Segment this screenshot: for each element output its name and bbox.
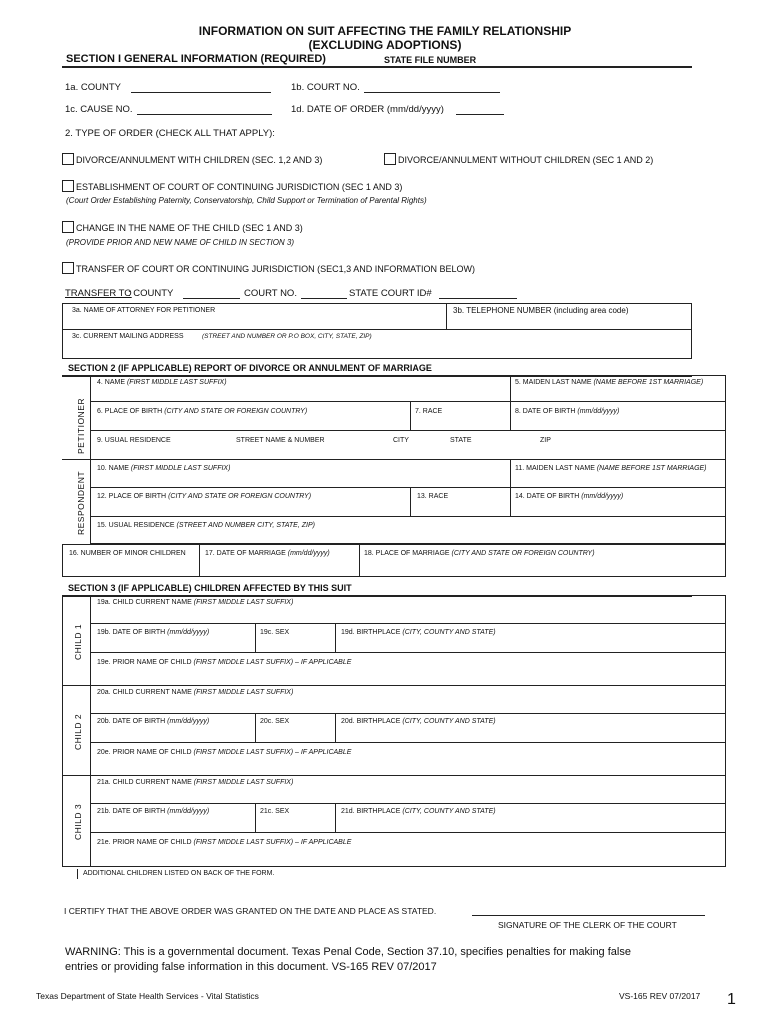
divorce-without-children-checkbox[interactable]: [384, 153, 396, 165]
marriage-place-label[interactable]: 18. PLACE OF MARRIAGE (CITY AND STATE OR FOREIGN COUNTRY): [364, 550, 595, 557]
child3-name-label[interactable]: 21a. CHILD CURRENT NAME (FIRST MIDDLE LAST SUFFIX): [97, 779, 294, 786]
residence-street-label: STREET NAME & NUMBER: [236, 437, 325, 444]
respondent-birthplace-label[interactable]: 12. PLACE OF BIRTH (CITY AND STATE OR FOREIGN COUNTRY): [97, 493, 312, 500]
petitioner-side-label: PETITIONER: [76, 397, 86, 454]
change-name-checkbox[interactable]: [62, 221, 74, 233]
telephone-label[interactable]: 3b. TELEPHONE NUMBER (including area code): [453, 306, 629, 315]
child2-side-label: CHILD 2: [73, 713, 83, 750]
mailing-address-label[interactable]: 3c. CURRENT MAILING ADDRESS: [72, 333, 184, 340]
respondent-maiden-label[interactable]: 11. MAIDEN LAST NAME (NAME BEFORE 1ST MARRIAGE): [515, 465, 707, 472]
residence-state-label: STATE: [450, 437, 472, 444]
transfer-state-field[interactable]: [439, 298, 517, 299]
transfer-court-field[interactable]: [301, 298, 347, 299]
child1-prior-name-label[interactable]: 19e. PRIOR NAME OF CHILD (FIRST MIDDLE LAST SUFFIX) – IF APPLICABLE: [97, 659, 352, 666]
form-title: INFORMATION ON SUIT AFFECTING THE FAMILY RELATIONSHIP: [198, 24, 572, 38]
child1-side-label: CHILD 1: [73, 623, 83, 660]
residence-city-label: CITY: [393, 437, 409, 444]
section1-heading: SECTION I GENERAL INFORMATION (REQUIRED): [66, 53, 326, 65]
type-of-order-label: 2. TYPE OF ORDER (CHECK ALL THAT APPLY):: [65, 128, 275, 139]
transfer-county-field[interactable]: [183, 298, 240, 299]
residence-zip-label: ZIP: [540, 437, 551, 444]
date-of-order-field[interactable]: [456, 114, 504, 115]
state-file-number-label: STATE FILE NUMBER: [384, 55, 477, 65]
child2-name-label[interactable]: 20a. CHILD CURRENT NAME (FIRST MIDDLE LAST SUFFIX): [97, 689, 294, 696]
transfer-to-label: TRANSFER TO: [65, 288, 132, 299]
petitioner-name-label[interactable]: 4. NAME (FIRST MIDDLE LAST SUFFIX): [97, 379, 227, 386]
respondent-name-label[interactable]: 10. NAME (FIRST MIDDLE LAST SUFFIX): [97, 465, 231, 472]
petitioner-birthplace-label[interactable]: 6. PLACE OF BIRTH (CITY AND STATE OR FOREIGN COUNTRY): [97, 408, 308, 415]
child2-prior-name-label[interactable]: 20e. PRIOR NAME OF CHILD (FIRST MIDDLE LAST SUFFIX) – IF APPLICABLE: [97, 749, 352, 756]
divorce-without-children-label: DIVORCE/ANNULMENT WITHOUT CHILDREN (SEC 1 AND 2): [398, 155, 654, 165]
petitioner-maiden-label[interactable]: 5. MAIDEN LAST NAME (NAME BEFORE 1ST MARRIAGE): [515, 379, 704, 386]
establishment-note: (Court Order Establishing Paternity, Conservatorship, Child Support or Termination of Parental Rights): [66, 196, 427, 205]
child1-sex-label[interactable]: 19c. SEX: [260, 629, 290, 636]
respondent-dob-label[interactable]: 14. DATE OF BIRTH (mm/dd/yyyy): [515, 493, 624, 500]
agency-footer: Texas Department of State Health Services - Vital Statistics: [36, 991, 259, 1001]
child2-sex-label[interactable]: 20c. SEX: [260, 718, 290, 725]
transfer-court-label: COURT NO.: [244, 288, 297, 299]
cause-no-field[interactable]: [137, 114, 272, 115]
form-subtitle: (EXCLUDING ADOPTIONS): [308, 38, 462, 52]
additional-children-marker[interactable]: [77, 869, 78, 879]
additional-children-label: ADDITIONAL CHILDREN LISTED ON BACK OF THE FORM.: [83, 870, 275, 877]
warning-line-1: WARNING: This is a governmental document. Texas Penal Code, Section 37.10, specifies penalties for making false: [65, 946, 631, 958]
child3-sex-label[interactable]: 21c. SEX: [260, 808, 290, 815]
petitioner-residence-label[interactable]: 9. USUAL RESIDENCE: [97, 437, 171, 444]
child2-birthplace-label[interactable]: 20d. BIRTHPLACE (CITY, COUNTY AND STATE): [341, 718, 496, 725]
signature-label: SIGNATURE OF THE CLERK OF THE COURT: [498, 920, 677, 930]
attorney-label[interactable]: 3a. NAME OF ATTORNEY FOR PETITIONER: [72, 307, 216, 314]
signature-line[interactable]: [472, 915, 705, 916]
certification-statement: I CERTIFY THAT THE ABOVE ORDER WAS GRANTED ON THE DATE AND PLACE AS STATED.: [64, 906, 437, 916]
child1-name-label[interactable]: 19a. CHILD CURRENT NAME (FIRST MIDDLE LAST SUFFIX): [97, 599, 294, 606]
county-field[interactable]: [131, 92, 271, 93]
section1-divider: [62, 66, 692, 68]
child2-dob-label[interactable]: 20b. DATE OF BIRTH (mm/dd/yyyy): [97, 718, 210, 725]
minor-children-label[interactable]: 16. NUMBER OF MINOR CHILDREN: [69, 550, 186, 557]
transfer-label: TRANSFER OF COURT OR CONTINUING JURISDICTION (SEC1,3 AND INFORMATION BELOW): [76, 264, 476, 274]
child1-birthplace-label[interactable]: 19d. BIRTHPLACE (CITY, COUNTY AND STATE): [341, 629, 496, 636]
transfer-checkbox[interactable]: [62, 262, 74, 274]
respondent-side-label: RESPONDENT: [76, 470, 86, 535]
cause-no-label: 1c. CAUSE NO.: [65, 104, 133, 115]
child3-side-label: CHILD 3: [73, 803, 83, 840]
petitioner-dob-label[interactable]: 8. DATE OF BIRTH (mm/dd/yyyy): [515, 408, 620, 415]
child3-dob-label[interactable]: 21b. DATE OF BIRTH (mm/dd/yyyy): [97, 808, 210, 815]
page-number: 1: [727, 991, 736, 1008]
warning-line-2: entries or providing false information in this document. VS-165 REV 07/2017: [65, 961, 437, 973]
establishment-checkbox[interactable]: [62, 180, 74, 192]
section2-heading: SECTION 2 (IF APPLICABLE) REPORT OF DIVORCE OR ANNULMENT OF MARRIAGE: [68, 363, 432, 373]
child3-prior-name-label[interactable]: 21e. PRIOR NAME OF CHILD (FIRST MIDDLE LAST SUFFIX) – IF APPLICABLE: [97, 839, 352, 846]
respondent-residence-label[interactable]: 15. USUAL RESIDENCE (STREET AND NUMBER CITY, STATE, ZIP): [97, 522, 315, 529]
date-of-order-label: 1d. DATE OF ORDER (mm/dd/yyyy): [291, 104, 444, 115]
marriage-row: [62, 544, 726, 577]
county-label: 1a. COUNTY: [65, 82, 121, 93]
court-no-field[interactable]: [364, 92, 500, 93]
divorce-with-children-checkbox[interactable]: [62, 153, 74, 165]
change-name-label: CHANGE IN THE NAME OF THE CHILD (SEC 1 AND 3): [76, 223, 303, 233]
divorce-with-children-label: DIVORCE/ANNULMENT WITH CHILDREN (SEC. 1,2 AND 3): [76, 155, 323, 165]
petitioner-race-label[interactable]: 7. RACE: [415, 408, 443, 415]
respondent-race-label[interactable]: 13. RACE: [417, 493, 449, 500]
section3-heading: SECTION 3 (IF APPLICABLE) CHILDREN AFFECTED BY THIS SUIT: [68, 583, 352, 593]
child3-birthplace-label[interactable]: 21d. BIRTHPLACE (CITY, COUNTY AND STATE): [341, 808, 496, 815]
mailing-address-note: (STREET AND NUMBER OR P.O BOX, CITY, STATE, ZIP): [202, 333, 372, 340]
transfer-state-label: STATE COURT ID#: [349, 288, 432, 299]
form-number-footer: VS-165 REV 07/2017: [619, 991, 701, 1001]
change-name-note: (PROVIDE PRIOR AND NEW NAME OF CHILD IN SECTION 3): [66, 238, 295, 247]
establishment-label: ESTABLISHMENT OF COURT OF CONTINUING JURISDICTION (SEC 1 AND 3): [76, 182, 403, 192]
court-no-label: 1b. COURT NO.: [291, 82, 360, 93]
child1-dob-label[interactable]: 19b. DATE OF BIRTH (mm/dd/yyyy): [97, 629, 210, 636]
transfer-county-label: : COUNTY: [128, 288, 174, 299]
marriage-date-label[interactable]: 17. DATE OF MARRIAGE (mm/dd/yyyy): [205, 550, 330, 557]
